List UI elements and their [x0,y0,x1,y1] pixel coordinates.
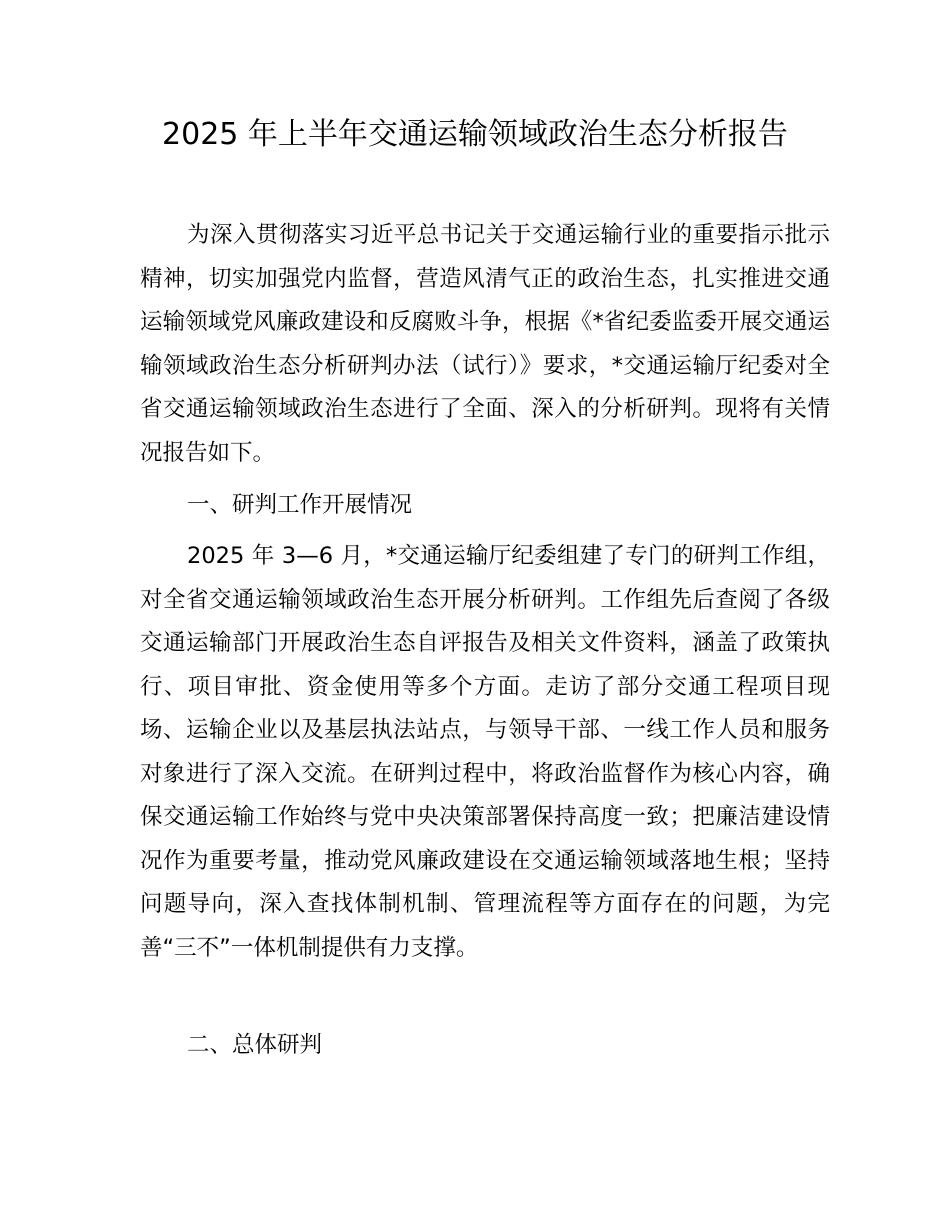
intro-paragraph: 为深入贯彻落实习近平总书记关于交通运输行业的重要指示批示精神，切实加强党内监督，营造风清气正的政治生态，扎实推进交通运输领域党风廉政建设和反腐败斗争，根据《*省纪委监委开展交通运输领域政治生态分析研判办法（试行）》要求，*交通运输厅纪委对全省交通运输领域政治生态进行了全面、深入的分析研判。现将有关情况报告如下。 [140,222,830,466]
section-1-paragraph: 2025 年 3—6 月，*交通运输厅纪委组建了专门的研判工作组，对全省交通运输领域政治生态开展分析研判。工作组先后查阅了各级交通运输部门开展政治生态自评报告及相关文件资料，涵盖了政策执行、项目审批、资金使用等多个方面。走访了部分交通工程项目现场、运输企业以及基层执法站点，与领导干部、一线工作人员和服务对象进行了深入交流。在研判过程中，将政治监督作为核心内容，确保交通运输工作始终与党中央决策部署保持高度一致；把廉洁建设情况作为重要考量，推动党风廉政建设在交通运输领域落地生根；坚持问题导向，深入查找体制机制、管理流程等方面存在的问题，为完善“三不”一体机制提供有力支撑。 [140,543,830,961]
section-heading-2: 二、总体研判 [187,1032,323,1058]
document-title: 2025 年上半年交通运输领域政治生态分析报告 [162,117,788,152]
section-heading-1: 一、研判工作开展情况 [187,492,413,518]
